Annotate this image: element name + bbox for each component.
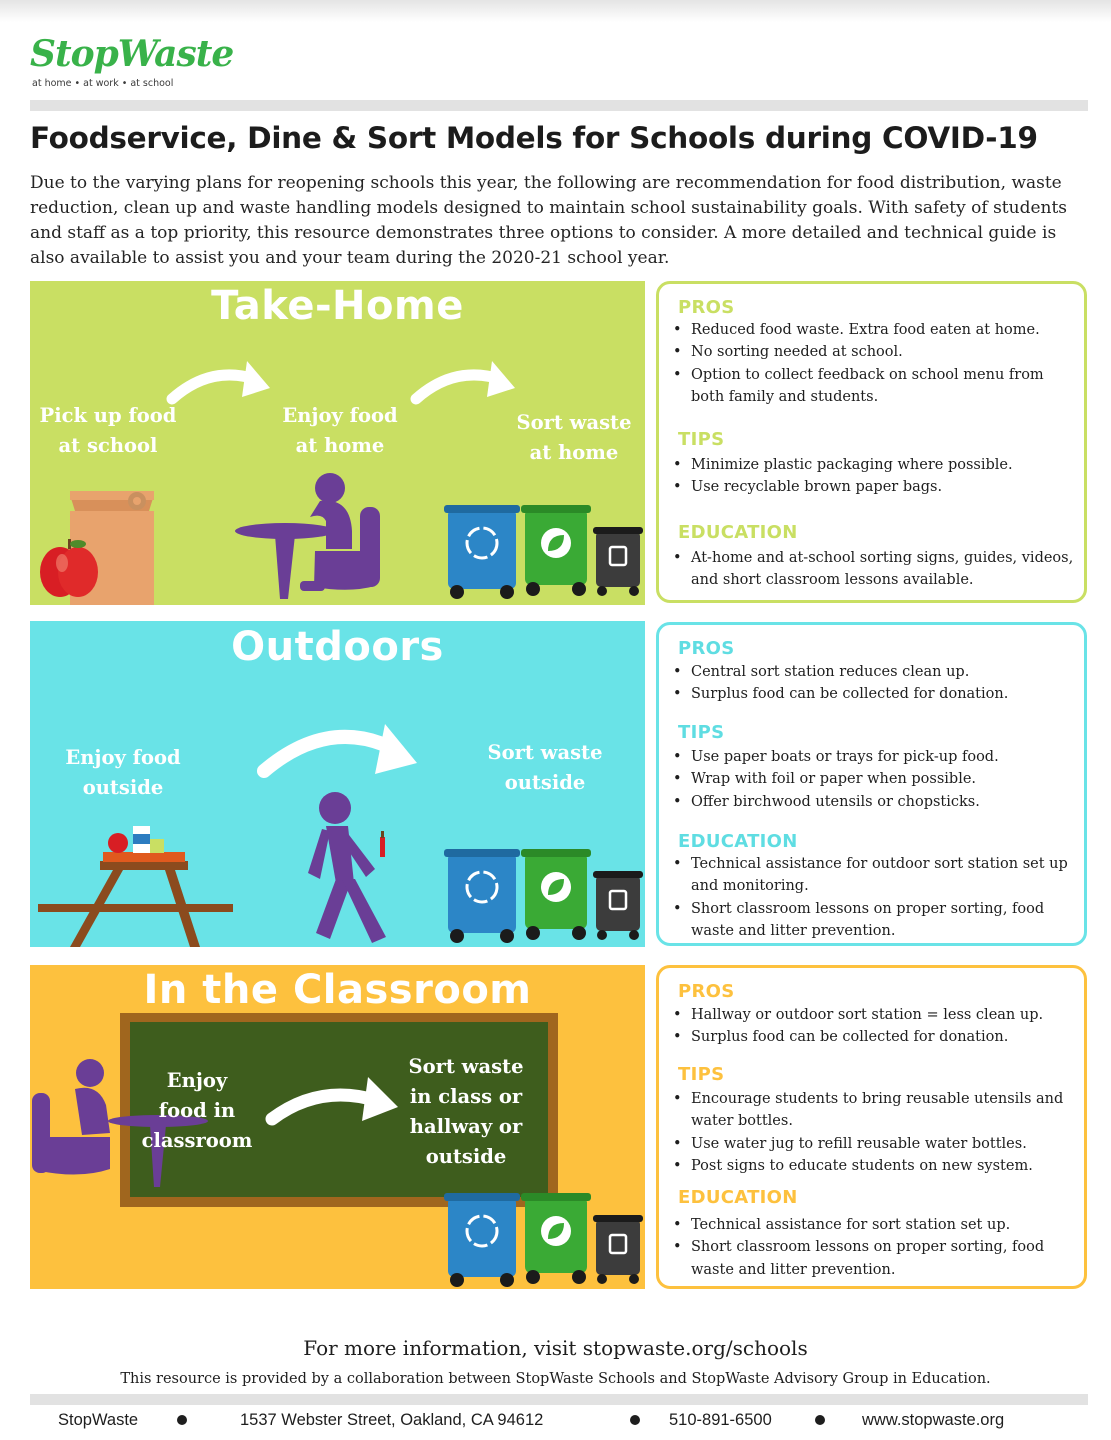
classroom-info-box — [656, 965, 1087, 1289]
compost-bin-icon — [521, 849, 591, 940]
pros-list — [669, 319, 1079, 408]
step-sort-waste-classroom: Sort waste in class or hallway or outside — [408, 1055, 524, 1168]
collaboration-note: This resource is provided by a collaboration between StopWaste Schools and StopWaste Advisory Group in Education. — [120, 1371, 991, 1387]
list-item: • Short classroom lessons on proper sorting, food waste and litter prevention. — [669, 1236, 1079, 1281]
arrow-head-icon — [242, 361, 270, 397]
education-list — [669, 853, 1079, 942]
pros-heading: PROS — [678, 981, 735, 1002]
step-pick-up-food: Pick up food at school — [39, 404, 177, 457]
list-item: • Surplus food can be collected for donation. — [669, 683, 1079, 705]
tips-heading: TIPS — [678, 1064, 725, 1085]
list-item: • Technical assistance for sort station set up. — [669, 1214, 1079, 1236]
take-home-title: Take-Home — [211, 283, 464, 329]
pros-list — [669, 661, 1079, 706]
tips-heading: TIPS — [678, 722, 725, 743]
list-item: • Use recyclable brown paper bags. — [669, 476, 1079, 498]
header-divider — [30, 100, 1088, 111]
footer-divider — [30, 1394, 1088, 1405]
recycling-bin-icon — [444, 849, 520, 943]
walking-person-icon — [308, 792, 386, 943]
logo-wordmark: StopWaste — [30, 33, 234, 75]
apple-core-icon — [380, 831, 385, 857]
pros-list — [669, 1004, 1079, 1049]
pros-heading: PROS — [678, 297, 735, 318]
footer-address: 1537 Webster Street, Oakland, CA 94612 — [240, 1411, 544, 1429]
bullet-separator — [177, 1415, 187, 1425]
bullet-separator — [630, 1415, 640, 1425]
arrow-head-icon — [375, 724, 417, 774]
footer-phone[interactable]: 510-891-6500 — [669, 1411, 772, 1429]
list-item: • Hallway or outdoor sort station = less clean up. — [669, 1004, 1079, 1026]
list-item: • Minimize plastic packaging where possible. — [669, 454, 1079, 476]
take-home-info-box — [656, 281, 1087, 603]
step-enjoy-food-classroom: Enjoy food in classroom — [141, 1069, 253, 1152]
landfill-bin-icon — [593, 871, 643, 940]
list-item: • Use water jug to refill reusable water bottles. — [669, 1133, 1079, 1155]
classroom-title: In the Classroom — [143, 967, 532, 1013]
step-sort-waste-outside: Sort waste outside — [487, 741, 603, 794]
education-heading: EDUCATION — [678, 1187, 798, 1208]
recycling-bin-icon — [444, 505, 520, 599]
bullet-separator — [815, 1415, 825, 1425]
pros-heading: PROS — [678, 638, 735, 659]
list-item: • Wrap with foil or paper when possible. — [669, 768, 1079, 790]
page-title: Foodservice, Dine & Sort Models for Schools during COVID-19 — [30, 121, 1038, 155]
logo-tagline: at home • at work • at school — [32, 78, 174, 89]
list-item: • Option to collect feedback on school menu from both family and students. — [669, 364, 1079, 409]
list-item: • Surplus food can be collected for donation. — [669, 1026, 1079, 1048]
compost-bin-icon — [521, 1193, 591, 1284]
landfill-bin-icon — [593, 527, 643, 596]
stopwaste-logo — [30, 33, 234, 94]
picnic-table-icon — [38, 861, 233, 947]
list-item: • No sorting needed at school. — [669, 341, 1079, 363]
more-info-line: For more information, visit stopwaste.org/schools — [303, 1336, 808, 1360]
list-item: • Reduced food waste. Extra food eaten at home. — [669, 319, 1079, 341]
education-heading: EDUCATION — [678, 522, 798, 543]
footer-website-link[interactable]: www.stopwaste.org — [862, 1411, 1005, 1429]
arrow-head-icon — [487, 361, 515, 397]
tips-heading: TIPS — [678, 429, 725, 450]
compost-bin-icon — [521, 505, 591, 596]
tips-list — [669, 746, 1079, 813]
landfill-bin-icon — [593, 1215, 643, 1284]
list-item: • Central sort station reduces clean up. — [669, 661, 1079, 683]
classroom-panel — [30, 965, 645, 1289]
outdoors-info-box — [656, 622, 1087, 946]
outdoors-panel — [30, 621, 645, 947]
education-heading: EDUCATION — [678, 831, 798, 852]
recycling-bin-icon — [444, 1193, 520, 1287]
intro-paragraph: Due to the varying plans for reopening schools this year, the following are recommendation for food distribution, waste reduction, clean up and waste handling models designed to maintain school sustainability goals. With safety of students and staff as a top priority, this resource demonstrates three options to consider. A more detailed and technical guide is also available to assist you and your team during the 2020-21 school year. — [30, 173, 1068, 268]
tips-list — [669, 454, 1079, 499]
list-item: • Use paper boats or trays for pick-up food. — [669, 746, 1079, 768]
take-home-panel — [30, 281, 645, 605]
step-enjoy-food-home: Enjoy food at home — [282, 404, 398, 457]
footer-org-name: StopWaste — [58, 1411, 139, 1429]
step-enjoy-food-outside: Enjoy food outside — [65, 746, 181, 799]
education-list — [669, 1214, 1079, 1281]
list-item: • At-home and at-school sorting signs, guides, videos, and short classroom lessons available. — [669, 547, 1079, 592]
list-item: • Technical assistance for outdoor sort station set up and monitoring. — [669, 853, 1079, 898]
list-item: • Offer birchwood utensils or chopsticks. — [669, 791, 1079, 813]
education-list — [669, 547, 1079, 592]
arrow-icon — [172, 375, 500, 399]
food-tray-icon — [103, 826, 185, 862]
person-at-desk-icon — [235, 473, 380, 599]
outdoors-title: Outdoors — [231, 624, 444, 670]
top-shadow — [0, 0, 1111, 22]
list-item: • Short classroom lessons on proper sorting, food waste and litter prevention. — [669, 898, 1079, 943]
list-item: • Post signs to educate students on new system. — [669, 1155, 1079, 1177]
step-sort-waste-home: Sort waste at home — [516, 411, 632, 464]
list-item: • Encourage students to bring reusable utensils and water bottles. — [669, 1088, 1079, 1133]
tips-list — [669, 1088, 1079, 1177]
